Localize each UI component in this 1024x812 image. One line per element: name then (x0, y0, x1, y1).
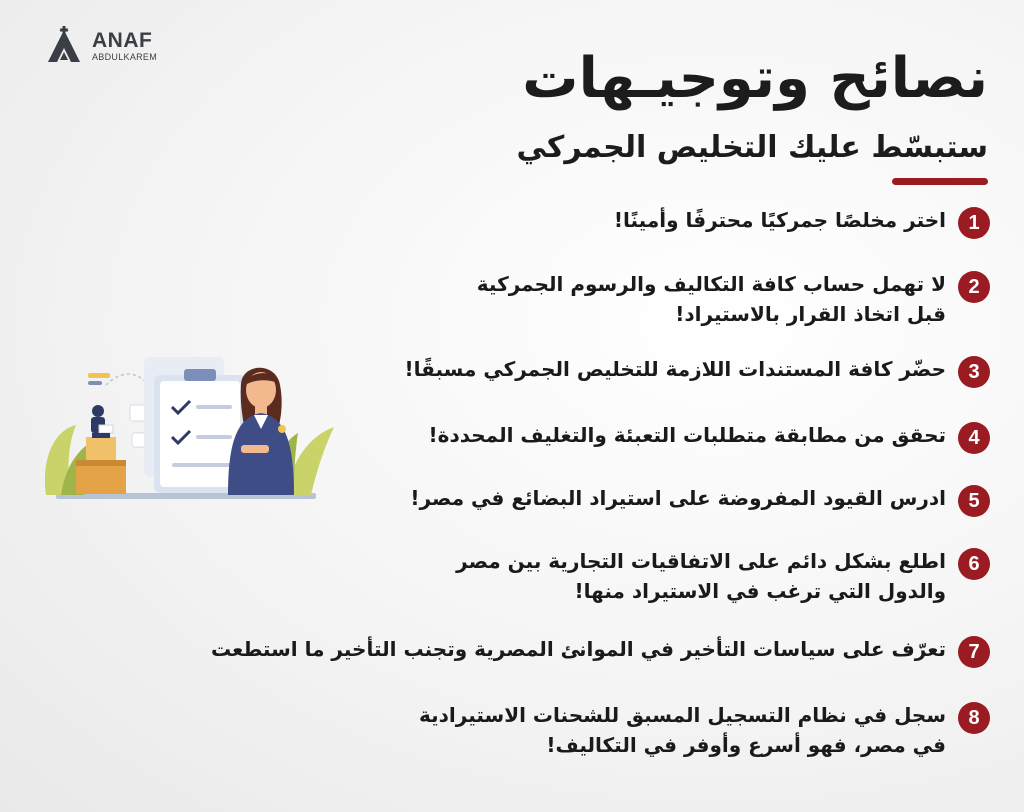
tip-text (404, 354, 946, 384)
tip-item-4 (429, 420, 990, 454)
tip-line: اطلع بشكل دائم على الاتفاقيات التجارية بين مصر (456, 549, 946, 573)
brand-logo (44, 26, 157, 66)
tip-number-badge: 5 (958, 485, 990, 517)
tip-text (429, 420, 946, 450)
tip-line: تعرّف على سياسات التأخير في الموانئ المصرية وتجنب التأخير ما استطعت (210, 637, 946, 661)
tip-number-badge: 7 (958, 636, 990, 668)
customs-officer-clipboard-illustration (36, 345, 346, 515)
tip-item-2 (477, 269, 990, 329)
tip-line: اختر مخلصًا جمركيًا محترفًا وأمينًا! (613, 208, 946, 232)
tip-item-7 (211, 634, 990, 668)
anaf-logo-icon (44, 26, 84, 66)
title-underline (892, 178, 988, 185)
tip-number-badge: 1 (958, 207, 990, 239)
page-title: نصائح وتوجيـهات (522, 46, 988, 111)
tip-line: ادرس القيود المفروضة على استيراد البضائع في مصر! (410, 486, 946, 510)
tip-number-badge: 8 (958, 702, 990, 734)
page-subtitle: ستبسّط عليك التخليص الجمركي (516, 130, 988, 165)
tip-item-3 (404, 354, 990, 388)
brand-subname: ABDULKAREM (92, 52, 158, 62)
tip-line: حضّر كافة المستندات اللازمة للتخليص الجمركي مسبقًا! (404, 357, 946, 381)
tip-number-badge: 2 (958, 271, 990, 303)
tip-line: سجل في نظام التسجيل المسبق للشحنات الاستيرادية (419, 703, 946, 727)
tip-line: تحقق من مطابقة متطلبات التعبئة والتغليف المحددة! (428, 423, 946, 447)
tip-text (456, 546, 946, 606)
tip-line: والدول التي ترغب في الاستيراد منها! (574, 579, 946, 603)
tip-item-1 (614, 205, 990, 239)
tip-line: لا تهمل حساب كافة التكاليف والرسوم الجمركية (476, 272, 946, 296)
tip-text (614, 205, 946, 235)
brand-name: ANAF (92, 29, 153, 52)
tip-number-badge: 3 (958, 356, 990, 388)
tip-number-badge: 4 (958, 422, 990, 454)
tip-text (419, 700, 946, 760)
tip-item-8 (419, 700, 990, 760)
tip-text (211, 634, 946, 664)
tip-text (477, 269, 946, 329)
tip-line: في مصر، فهو أسرع وأوفر في التكاليف! (546, 733, 946, 757)
tip-item-6 (456, 546, 990, 606)
tip-line: قبل اتخاذ القرار بالاستيراد! (675, 302, 946, 326)
tip-number-badge: 6 (958, 548, 990, 580)
tip-text (410, 483, 946, 513)
tip-item-5 (410, 483, 990, 517)
